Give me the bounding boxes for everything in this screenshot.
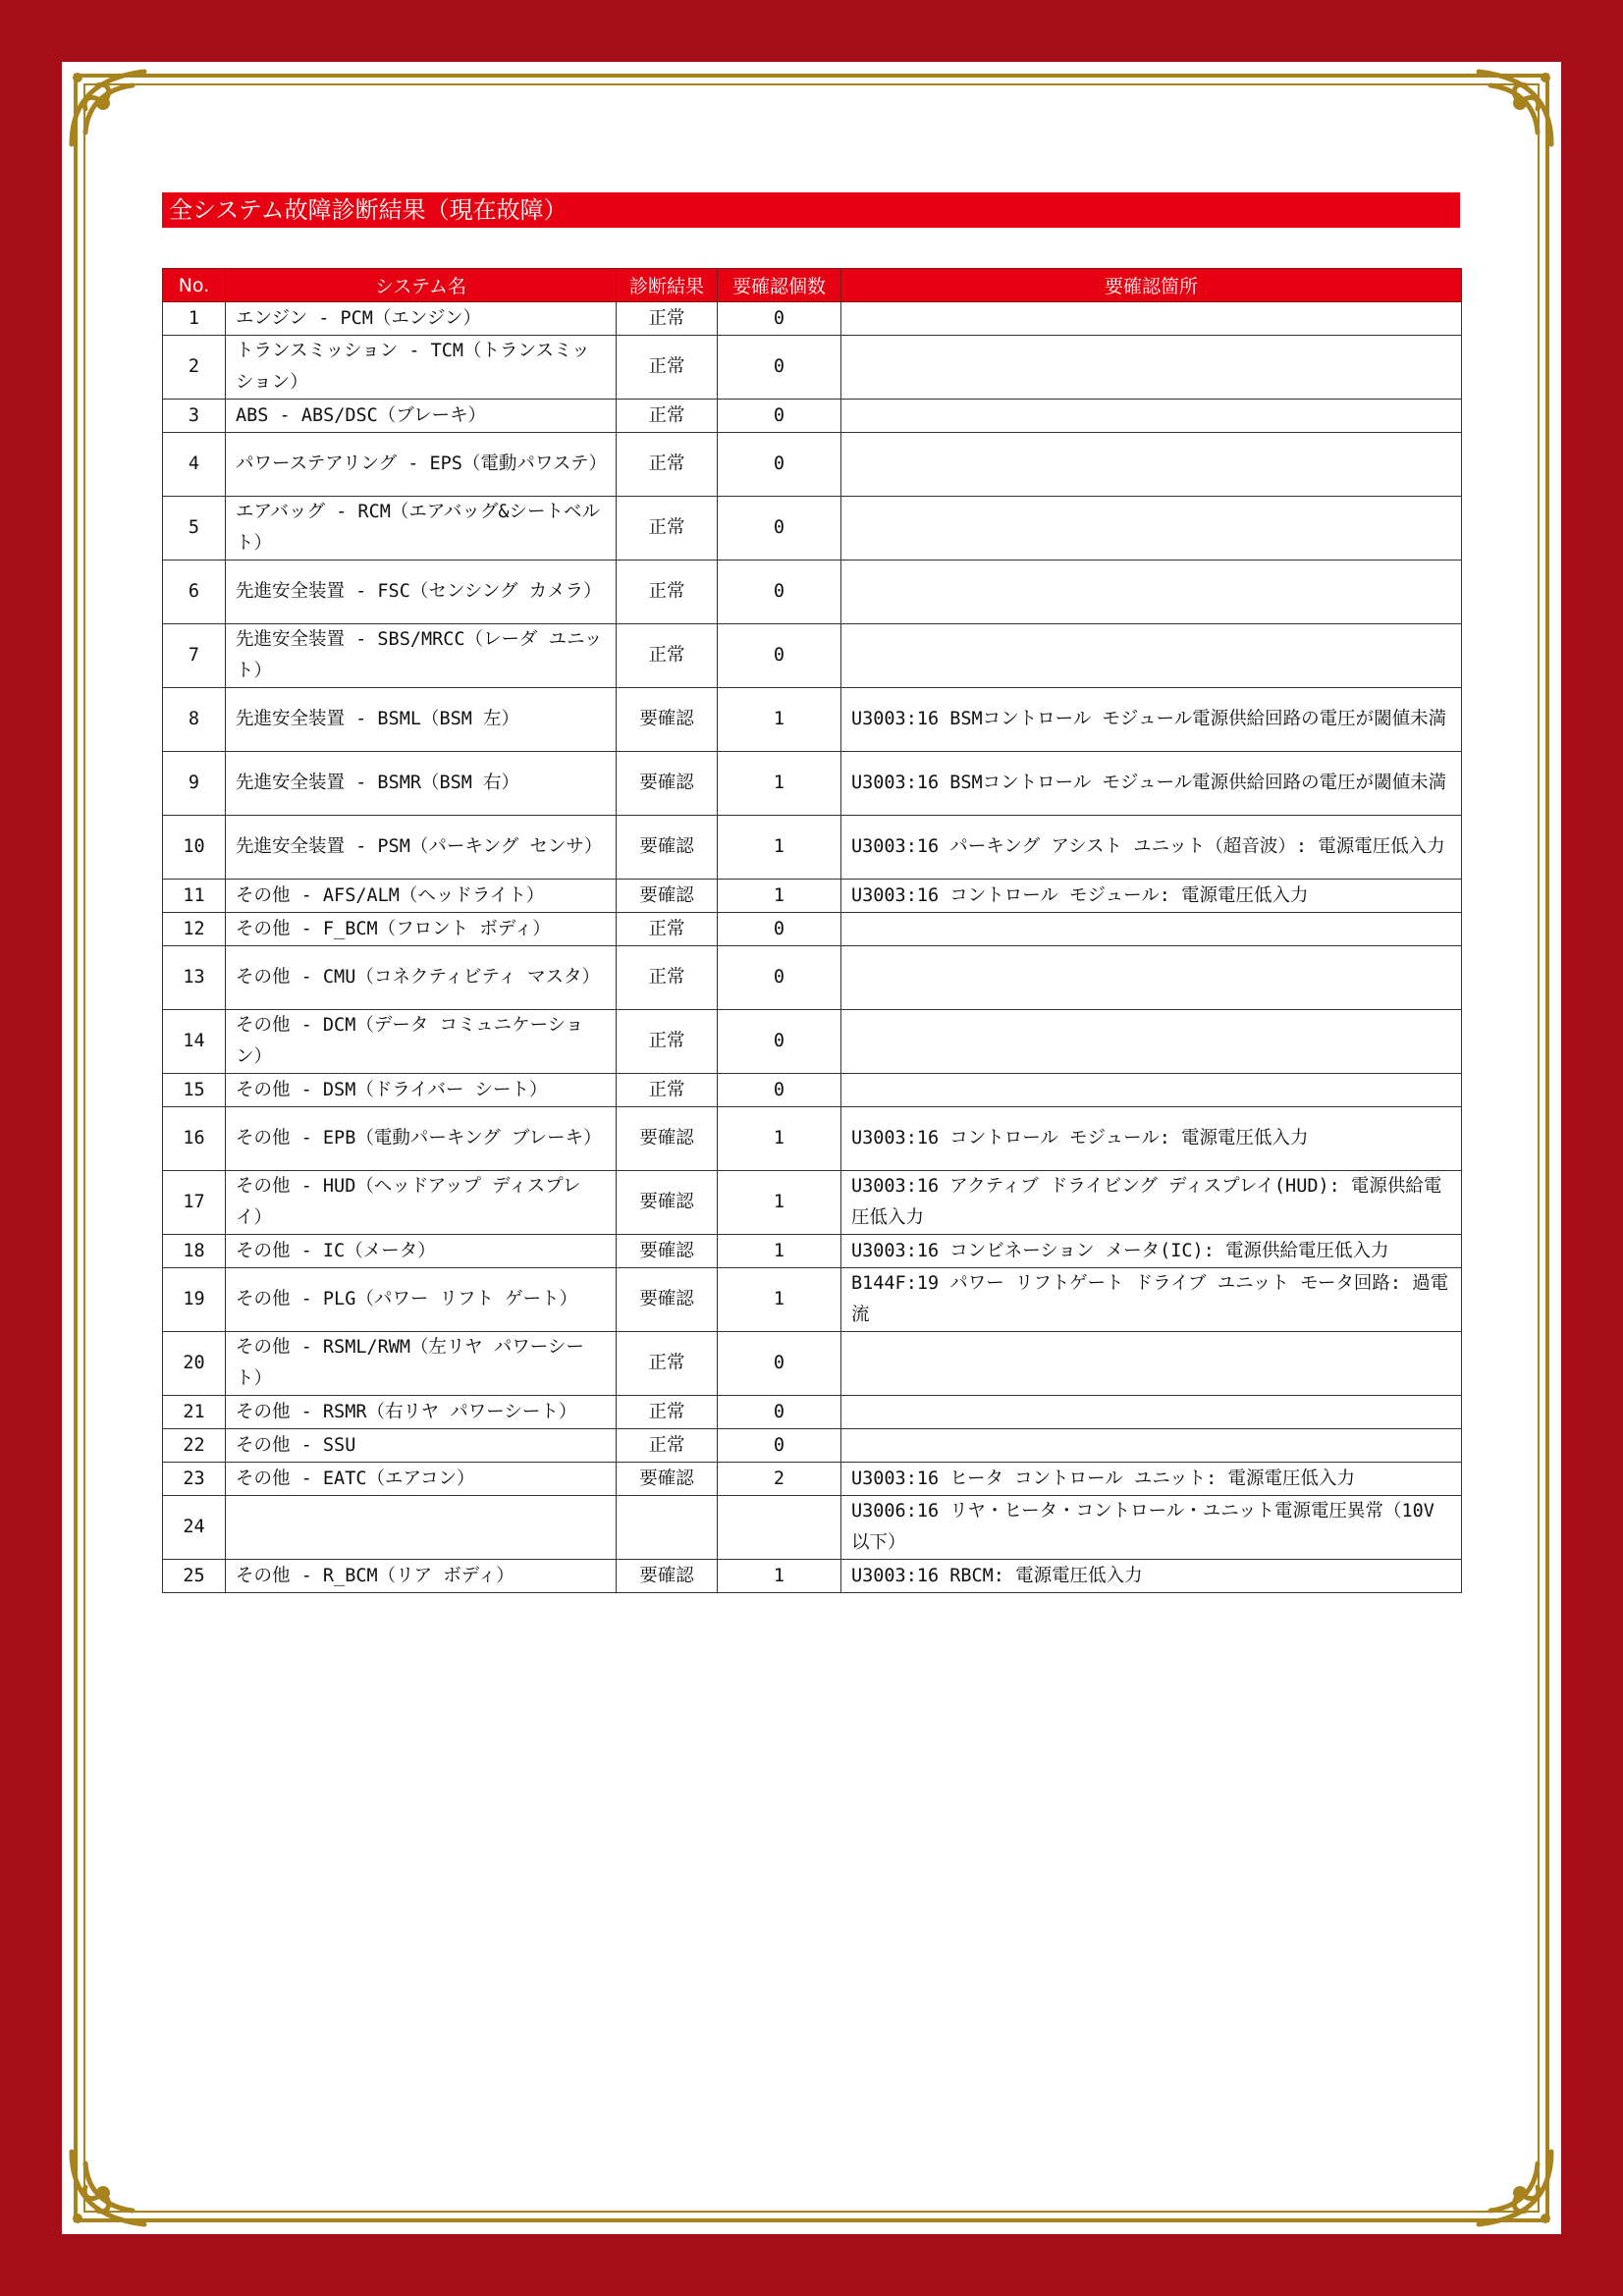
cell-detail: B144F:19 パワー リフトゲート ドライブ ユニット モータ回路: 過電流 — [841, 1268, 1462, 1332]
table-row — [163, 336, 1462, 400]
cell-system-name: 先進安全装置 - BSML（BSM 左） — [226, 688, 617, 752]
cell-detail: U3003:16 コンビネーション メータ(IC): 電源供給電圧低入力 — [841, 1235, 1462, 1268]
cell-result: 要確認 — [617, 1268, 718, 1332]
cell-system-name: その他 - IC（メータ） — [226, 1235, 617, 1268]
table-row — [163, 1396, 1462, 1429]
cell-detail: U3003:16 ヒータ コントロール ユニット: 電源電圧低入力 — [841, 1463, 1462, 1496]
table-row — [163, 688, 1462, 752]
cell-system-name: エンジン - PCM（エンジン） — [226, 302, 617, 336]
header-count: 要確認個数 — [718, 269, 841, 302]
table-row — [163, 1235, 1462, 1268]
header-detail: 要確認箇所 — [841, 269, 1462, 302]
cell-count: 0 — [718, 1074, 841, 1107]
cell-system-name: その他 - PLG（パワー リフト ゲート） — [226, 1268, 617, 1332]
cell-detail: U3006:16 リヤ・ヒータ・コントロール・ユニット電源電圧異常（10V以下） — [841, 1496, 1462, 1560]
ornament-corner-icon — [64, 64, 152, 152]
cell-no: 17 — [163, 1171, 226, 1235]
cell-no: 21 — [163, 1396, 226, 1429]
cell-detail — [841, 1429, 1462, 1463]
cell-count: 0 — [718, 1396, 841, 1429]
cell-system-name: その他 - AFS/ALM（ヘッドライト） — [226, 880, 617, 913]
cell-result: 要確認 — [617, 1560, 718, 1593]
cell-no: 10 — [163, 816, 226, 880]
header-system-name: システム名 — [226, 269, 617, 302]
cell-detail — [841, 1332, 1462, 1396]
table-row — [163, 302, 1462, 336]
cell-result: 正常 — [617, 1010, 718, 1074]
cell-system-name: その他 - F_BCM（フロント ボディ） — [226, 913, 617, 946]
table-row — [163, 1332, 1462, 1396]
cell-no: 20 — [163, 1332, 226, 1396]
cell-no: 8 — [163, 688, 226, 752]
cell-count: 0 — [718, 913, 841, 946]
table-row — [163, 1107, 1462, 1171]
cell-detail — [841, 497, 1462, 561]
cell-system-name: パワーステアリング - EPS（電動パワステ） — [226, 433, 617, 497]
cell-no: 18 — [163, 1235, 226, 1268]
cell-no: 16 — [163, 1107, 226, 1171]
section-title: 全システム故障診断結果（現在故障） — [162, 192, 1460, 228]
cell-detail: U3003:16 BSMコントロール モジュール電源供給回路の電圧が閾値未満 — [841, 688, 1462, 752]
cell-no: 25 — [163, 1560, 226, 1593]
cell-count: 1 — [718, 1107, 841, 1171]
ornament-corner-icon — [1471, 64, 1559, 152]
cell-system-name: その他 - DSM（ドライバー シート） — [226, 1074, 617, 1107]
cell-result: 要確認 — [617, 1107, 718, 1171]
cell-system-name: その他 - R_BCM（リア ボディ） — [226, 1560, 617, 1593]
cell-system-name: その他 - DCM（データ コミュニケーション） — [226, 1010, 617, 1074]
cell-system-name: エアバッグ - RCM（エアバッグ&シートベルト） — [226, 497, 617, 561]
cell-result — [617, 1496, 718, 1560]
cell-count — [718, 1496, 841, 1560]
cell-no: 1 — [163, 302, 226, 336]
diagnosis-table — [162, 268, 1462, 1593]
table-row — [163, 1560, 1462, 1593]
table-row — [163, 497, 1462, 561]
cell-count: 1 — [718, 1268, 841, 1332]
cell-system-name: ABS - ABS/DSC（ブレーキ） — [226, 400, 617, 433]
cell-count: 0 — [718, 946, 841, 1010]
cell-no: 12 — [163, 913, 226, 946]
cell-result: 正常 — [617, 624, 718, 688]
table-row — [163, 1074, 1462, 1107]
cell-detail: U3003:16 BSMコントロール モジュール電源供給回路の電圧が閾値未満 — [841, 752, 1462, 816]
cell-detail — [841, 433, 1462, 497]
cell-system-name: 先進安全装置 - BSMR（BSM 右） — [226, 752, 617, 816]
cell-result: 正常 — [617, 497, 718, 561]
cell-detail — [841, 561, 1462, 624]
cell-no: 6 — [163, 561, 226, 624]
cell-count: 1 — [718, 1235, 841, 1268]
cell-count: 1 — [718, 816, 841, 880]
cell-result: 正常 — [617, 1429, 718, 1463]
cell-no: 13 — [163, 946, 226, 1010]
cell-result: 要確認 — [617, 1235, 718, 1268]
table-header-row — [163, 269, 1462, 302]
cell-detail — [841, 624, 1462, 688]
cell-detail: U3003:16 コントロール モジュール: 電源電圧低入力 — [841, 880, 1462, 913]
table-row — [163, 1010, 1462, 1074]
cell-count: 1 — [718, 1171, 841, 1235]
cell-result: 要確認 — [617, 1171, 718, 1235]
cell-count: 0 — [718, 1010, 841, 1074]
cell-result: 正常 — [617, 913, 718, 946]
table-row — [163, 1171, 1462, 1235]
cell-result: 要確認 — [617, 752, 718, 816]
cell-no: 19 — [163, 1268, 226, 1332]
cell-no: 5 — [163, 497, 226, 561]
cell-count: 0 — [718, 497, 841, 561]
table-row — [163, 946, 1462, 1010]
table-row — [163, 561, 1462, 624]
cell-result: 正常 — [617, 433, 718, 497]
table-row — [163, 816, 1462, 880]
cell-no: 15 — [163, 1074, 226, 1107]
header-no: No. — [163, 269, 226, 302]
cell-no: 22 — [163, 1429, 226, 1463]
cell-count: 0 — [718, 336, 841, 400]
cell-no: 11 — [163, 880, 226, 913]
cell-count: 0 — [718, 400, 841, 433]
cell-result: 要確認 — [617, 816, 718, 880]
cell-no: 24 — [163, 1496, 226, 1560]
cell-no: 9 — [163, 752, 226, 816]
cell-result: 正常 — [617, 1332, 718, 1396]
cell-system-name: その他 - EPB（電動パーキング ブレーキ） — [226, 1107, 617, 1171]
cell-result: 要確認 — [617, 688, 718, 752]
cell-detail: U3003:16 RBCM: 電源電圧低入力 — [841, 1560, 1462, 1593]
cell-detail: U3003:16 アクティブ ドライビング ディスプレイ(HUD): 電源供給電圧低入力 — [841, 1171, 1462, 1235]
table-row — [163, 1429, 1462, 1463]
cell-system-name: 先進安全装置 - SBS/MRCC（レーダ ユニット） — [226, 624, 617, 688]
cell-detail — [841, 1396, 1462, 1429]
table-row — [163, 913, 1462, 946]
cell-count: 0 — [718, 1429, 841, 1463]
cell-no: 14 — [163, 1010, 226, 1074]
cell-result: 要確認 — [617, 880, 718, 913]
table-row — [163, 1496, 1462, 1560]
cell-detail — [841, 336, 1462, 400]
table-row — [163, 1463, 1462, 1496]
table-row — [163, 433, 1462, 497]
cell-detail: U3003:16 パーキング アシスト ユニット（超音波）: 電源電圧低入力 — [841, 816, 1462, 880]
cell-system-name — [226, 1496, 617, 1560]
cell-result: 正常 — [617, 336, 718, 400]
table-row — [163, 624, 1462, 688]
cell-count: 1 — [718, 1560, 841, 1593]
cell-result: 正常 — [617, 946, 718, 1010]
cell-detail — [841, 400, 1462, 433]
table-row — [163, 752, 1462, 816]
cell-count: 0 — [718, 1332, 841, 1396]
ornament-corner-icon — [1471, 2144, 1559, 2232]
cell-system-name: その他 - CMU（コネクティビティ マスタ） — [226, 946, 617, 1010]
cell-count: 0 — [718, 302, 841, 336]
cell-no: 4 — [163, 433, 226, 497]
cell-count: 1 — [718, 688, 841, 752]
cell-system-name: トランスミッション - TCM（トランスミッション） — [226, 336, 617, 400]
cell-detail — [841, 302, 1462, 336]
cell-no: 7 — [163, 624, 226, 688]
table-row — [163, 400, 1462, 433]
cell-detail — [841, 946, 1462, 1010]
cell-system-name: その他 - HUD（ヘッドアップ ディスプレイ） — [226, 1171, 617, 1235]
ornament-corner-icon — [64, 2144, 152, 2232]
cell-result: 正常 — [617, 1074, 718, 1107]
table-row — [163, 880, 1462, 913]
cell-detail — [841, 913, 1462, 946]
table-row — [163, 1268, 1462, 1332]
cell-system-name: 先進安全装置 - PSM（パーキング センサ） — [226, 816, 617, 880]
cell-result: 正常 — [617, 561, 718, 624]
cell-result: 正常 — [617, 302, 718, 336]
cell-count: 0 — [718, 433, 841, 497]
cell-no: 2 — [163, 336, 226, 400]
header-result: 診断結果 — [617, 269, 718, 302]
cell-detail: U3003:16 コントロール モジュール: 電源電圧低入力 — [841, 1107, 1462, 1171]
cell-no: 23 — [163, 1463, 226, 1496]
cell-count: 0 — [718, 561, 841, 624]
cell-count: 2 — [718, 1463, 841, 1496]
cell-system-name: その他 - RSMR（右リヤ パワーシート） — [226, 1396, 617, 1429]
cell-count: 1 — [718, 752, 841, 816]
cell-no: 3 — [163, 400, 226, 433]
cell-system-name: 先進安全装置 - FSC（センシング カメラ） — [226, 561, 617, 624]
cell-count: 0 — [718, 624, 841, 688]
cell-count: 1 — [718, 880, 841, 913]
cell-system-name: その他 - EATC（エアコン） — [226, 1463, 617, 1496]
cell-system-name: その他 - SSU — [226, 1429, 617, 1463]
cell-detail — [841, 1010, 1462, 1074]
cell-result: 正常 — [617, 400, 718, 433]
cell-result: 要確認 — [617, 1463, 718, 1496]
cell-detail — [841, 1074, 1462, 1107]
cell-result: 正常 — [617, 1396, 718, 1429]
cell-system-name: その他 - RSML/RWM（左リヤ パワーシート） — [226, 1332, 617, 1396]
